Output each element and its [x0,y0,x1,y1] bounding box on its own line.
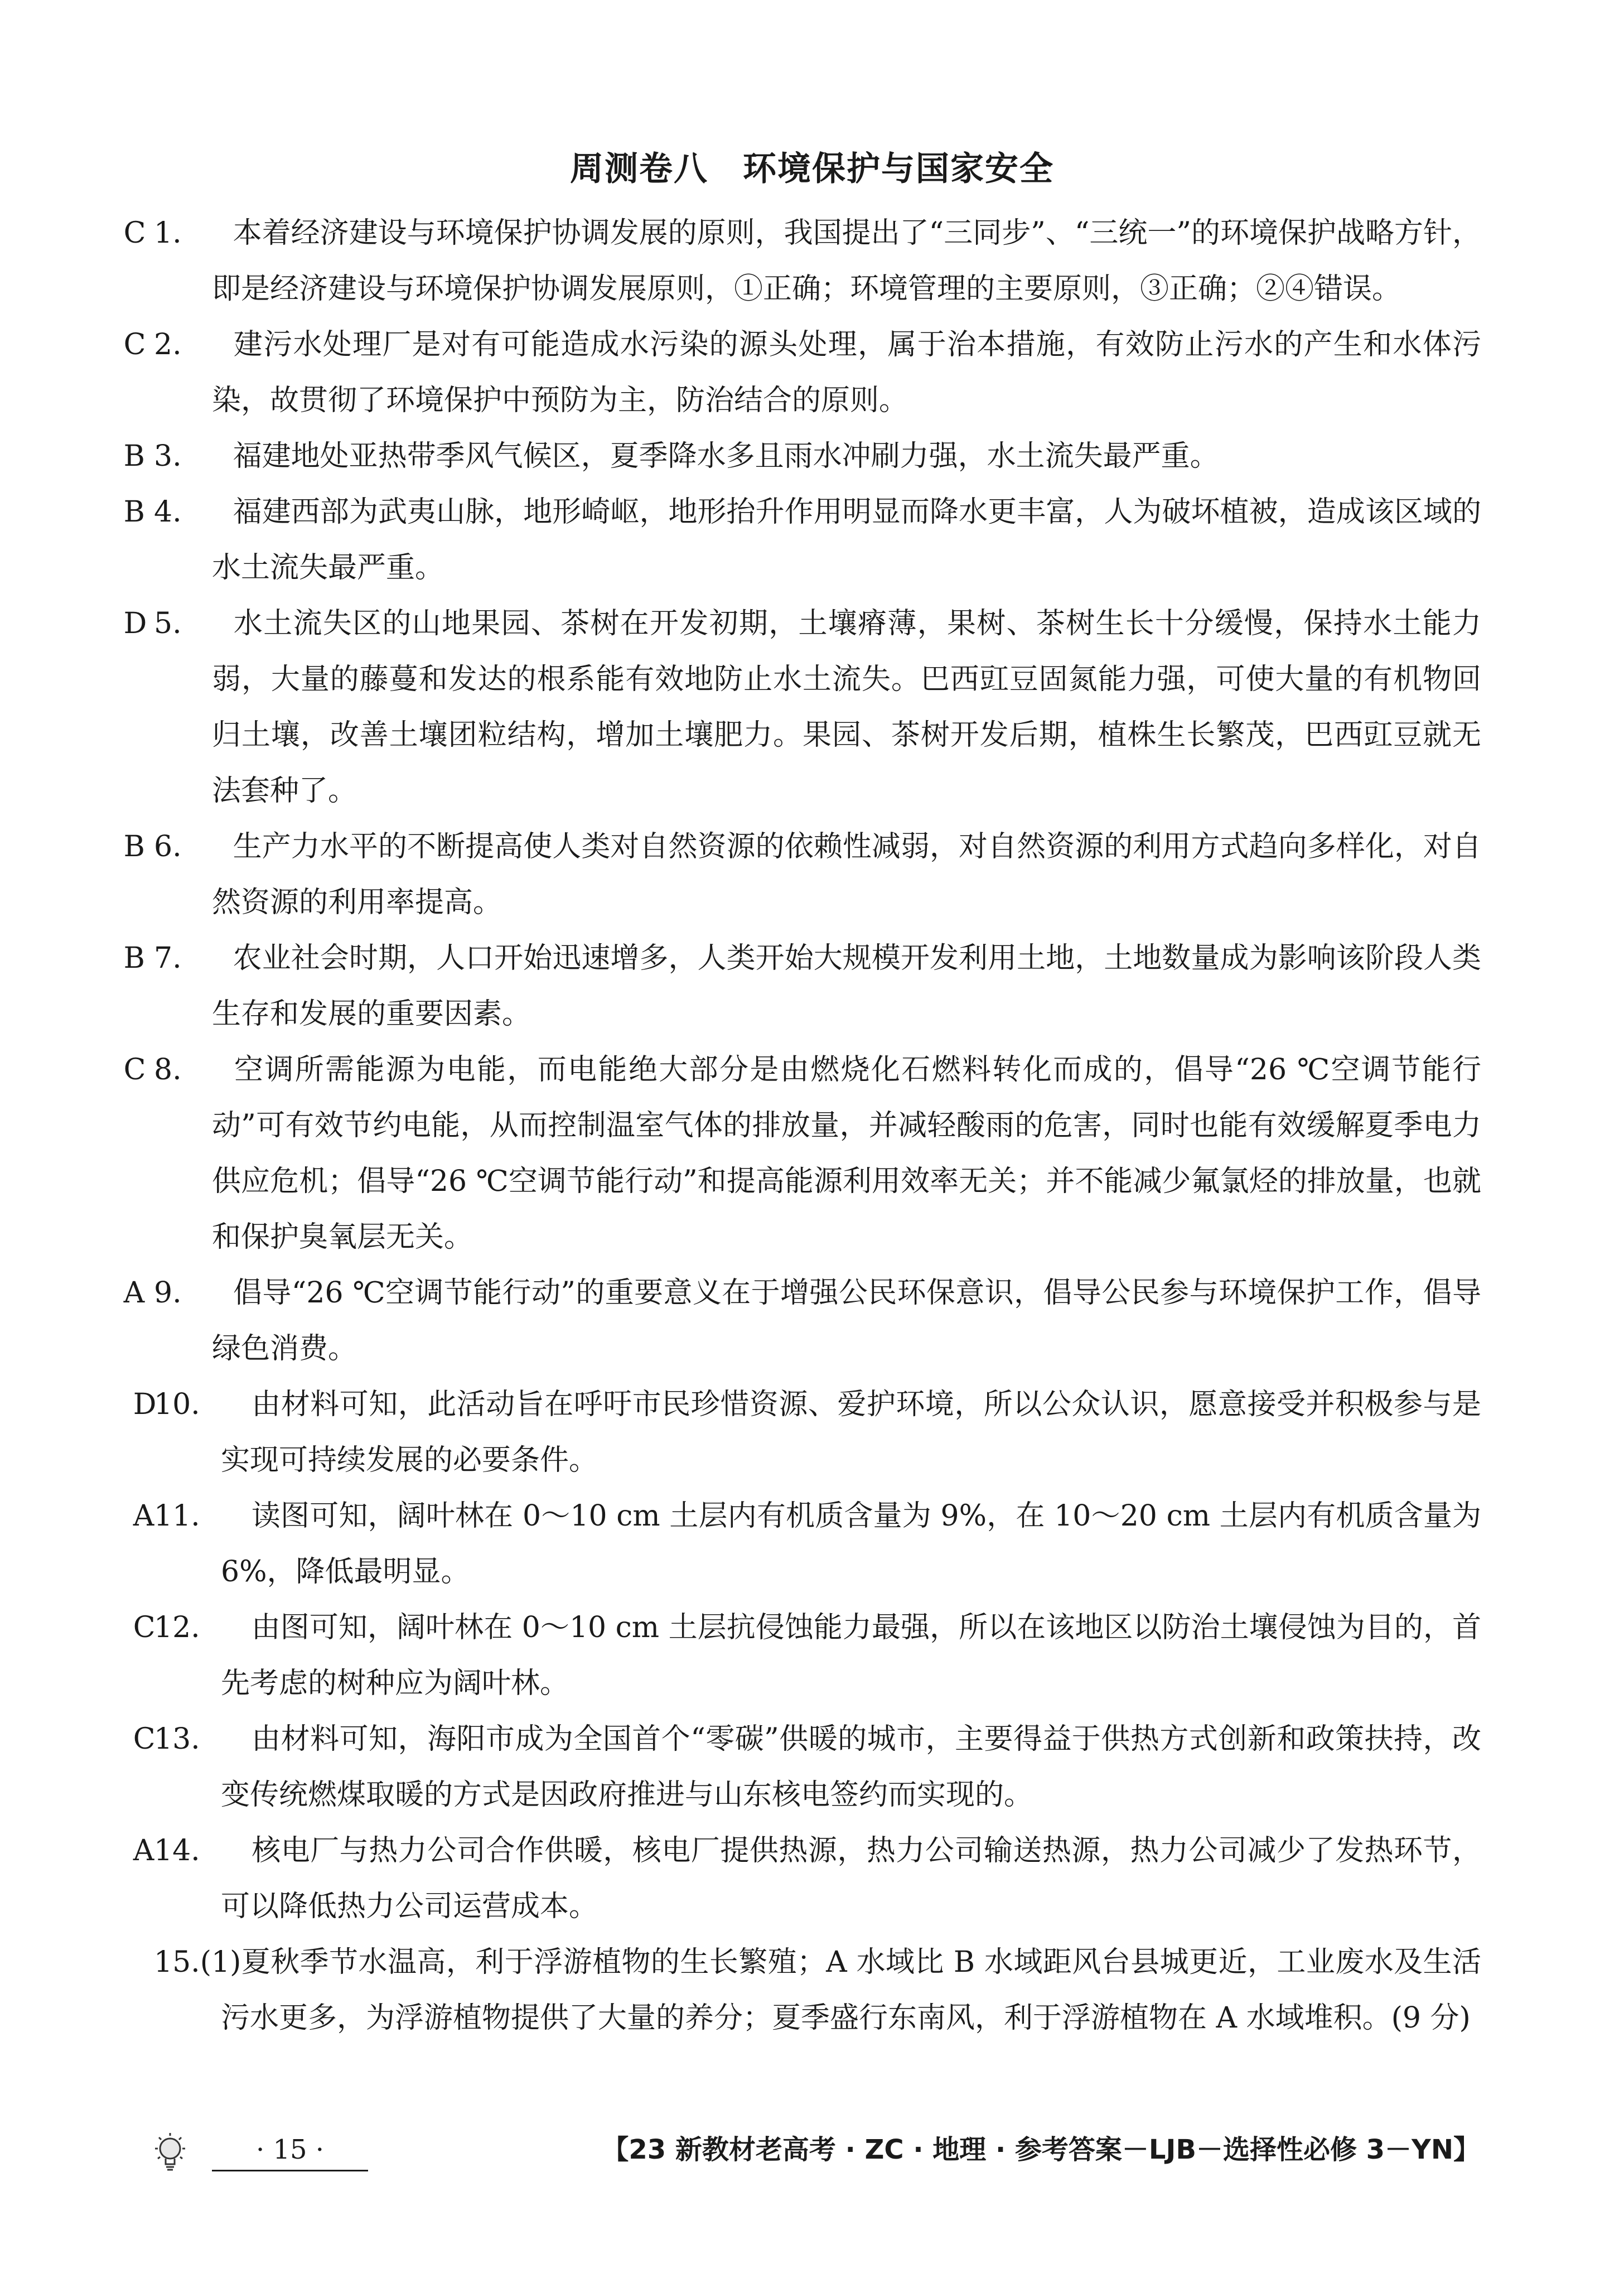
page-footer [0,2131,1624,2187]
item-answer: D [133,1388,157,1421]
answer-item-8 [123,1042,1481,1265]
answer-item-9 [123,1265,1481,1377]
page-number: · 15 · [255,2134,325,2165]
item-explanation: 倡导“26 ℃空调节能行动”的重要意义在于增强公民环保意识，倡导公民参与环境保护工作，倡导绿色消费。 [212,1276,1481,1365]
item-answer: B [123,942,145,975]
answer-item-5 [123,596,1481,819]
item-answer: C [123,328,146,361]
item-number: 5. [154,607,182,640]
item-number: 15. [154,1946,200,1979]
answer-item-13 [133,1711,1481,1823]
item-explanation: 读图可知，阔叶林在 0～10 cm 土层内有机质含量为 9%，在 10～20 cm 土层内有机质含量为 6%，降低最明显。 [221,1499,1481,1589]
item-explanation: 农业社会时期，人口开始迅速增多，人类开始大规模开发利用土地，土地数量成为影响该阶段人类生存和发展的重要因素。 [212,942,1481,1031]
item-answer: B [123,495,145,529]
item-number: 3. [154,440,182,473]
answer-item-3 [123,428,1481,484]
item-answer: C [123,216,146,250]
item-explanation: 生产力水平的不断提高使人类对自然资源的依赖性减弱，对自然资源的利用方式趋向多样化，对自然资源的利用率提高。 [212,830,1481,919]
item-answer: D [123,607,147,640]
item-number: 13. [154,1722,200,1756]
answer-item-11 [133,1488,1481,1600]
page-title: 周测卷八 环境保护与国家安全 [570,149,1054,189]
item-explanation: 福建西部为武夷山脉，地形崎岖，地形抬升作用明显而降水更丰富，人为破坏植被，造成该区域的水土流失最严重。 [212,495,1481,585]
item-explanation: 本着经济建设与环境保护协调发展的原则，我国提出了“三同步”、“三统一”的环境保护战略方针，即是经济建设与环境保护协调发展原则，①正确；环境管理的主要原则，③正确；②④错误。 [212,216,1481,306]
answer-item-15 [154,1934,1481,2046]
item-number: 6. [154,830,182,863]
item-answer: C [123,1053,146,1087]
answer-item-4 [123,484,1481,596]
item-number: 1. [154,216,182,250]
item-number: 2. [154,328,182,361]
item-answer: C [133,1611,156,1644]
item-number: 12. [154,1611,200,1644]
item-answer: B [123,830,145,863]
item-explanation: 空调所需能源为电能，而电能绝大部分是由燃烧化石燃料转化而成的，倡导“26 ℃空调节能行动”可有效节约电能，从而控制温室气体的排放量，并减轻酸雨的危害，同时也能有效缓解夏季电力供应危机；倡导“26 ℃空调节能行动”和提高能源利用效率无关；并不能减少氟氯烃的排放量，也就和保护臭氧层无关。 [212,1053,1481,1254]
item-explanation: 水土流失区的山地果园、茶树在开发初期，土壤瘠薄，果树、茶树生长十分缓慢，保持水土能力弱，大量的藤蔓和发达的根系能有效地防止水土流失。巴西豇豆固氮能力强，可使大量的有机物回归土壤，改善土壤团粒结构，增加土壤肥力。果园、茶树开发后期，植株生长繁茂，巴西豇豆就无法套种了。 [212,607,1481,808]
item-answer: B [123,440,145,473]
item-explanation: 核电厂与热力公司合作供暖，核电厂提供热源，热力公司输送热源，热力公司减少了发热环节，可以降低热力公司运营成本。 [221,1834,1481,1923]
answer-item-7 [123,930,1481,1042]
item-explanation: 由材料可知，海阳市成为全国首个“零碳”供暖的城市，主要得益于供热方式创新和政策扶持，改变传统燃煤取暖的方式是因政府推进与山东核电签约而实现的。 [221,1722,1481,1812]
item-answer: A [123,1276,145,1310]
item-number: 10. [154,1388,200,1421]
answer-item-1 [123,205,1481,317]
item-number: 8. [154,1053,182,1087]
item-answer: A [133,1834,154,1867]
item-number: 4. [154,495,182,529]
item-explanation: (1)夏秋季节水温高，利于浮游植物的生长繁殖；A 水域比 B 水域距风台县城更近，工业废水及生活污水更多，为浮游植物提供了大量的养分；夏季盛行东南风，利于浮游植物在 A 水域堆积。(9 分) [200,1946,1481,2035]
item-explanation: 由材料可知，此活动旨在呼吁市民珍惜资源、爱护环境，所以公众认识，愿意接受并积极参与是实现可持续发展的必要条件。 [221,1388,1481,1477]
answer-item-10 [133,1377,1481,1488]
document-code: 【23 新教材老高考 · ZC · 地理 · 参考答案－LJB－选择性必修 3－YN】 [602,2134,1480,2165]
item-number: 11. [154,1499,200,1533]
page-number-underline [212,2170,368,2171]
answer-item-12 [133,1600,1481,1711]
item-number: 9. [154,1276,182,1310]
item-answer: C [133,1722,156,1756]
answer-item-14 [133,1823,1481,1934]
lightbulb-icon [151,2131,190,2175]
item-explanation: 由图可知，阔叶林在 0～10 cm 土层抗侵蚀能力最强，所以在该地区以防治土壤侵蚀为目的，首先考虑的树种应为阔叶林。 [221,1611,1481,1700]
item-explanation: 福建地处亚热带季风气候区，夏季降水多且雨水冲刷力强，水土流失最严重。 [233,440,1219,473]
item-number: 14. [154,1834,200,1867]
answer-list [123,205,1481,2046]
answer-item-6 [123,819,1481,930]
item-answer: A [133,1499,154,1533]
item-explanation: 建污水处理厂是对有可能造成水污染的源头处理，属于治本措施，有效防止污水的产生和水体污染，故贯彻了环境保护中预防为主，防治结合的原则。 [212,328,1481,417]
item-number: 7. [154,942,182,975]
answer-item-2 [123,317,1481,428]
